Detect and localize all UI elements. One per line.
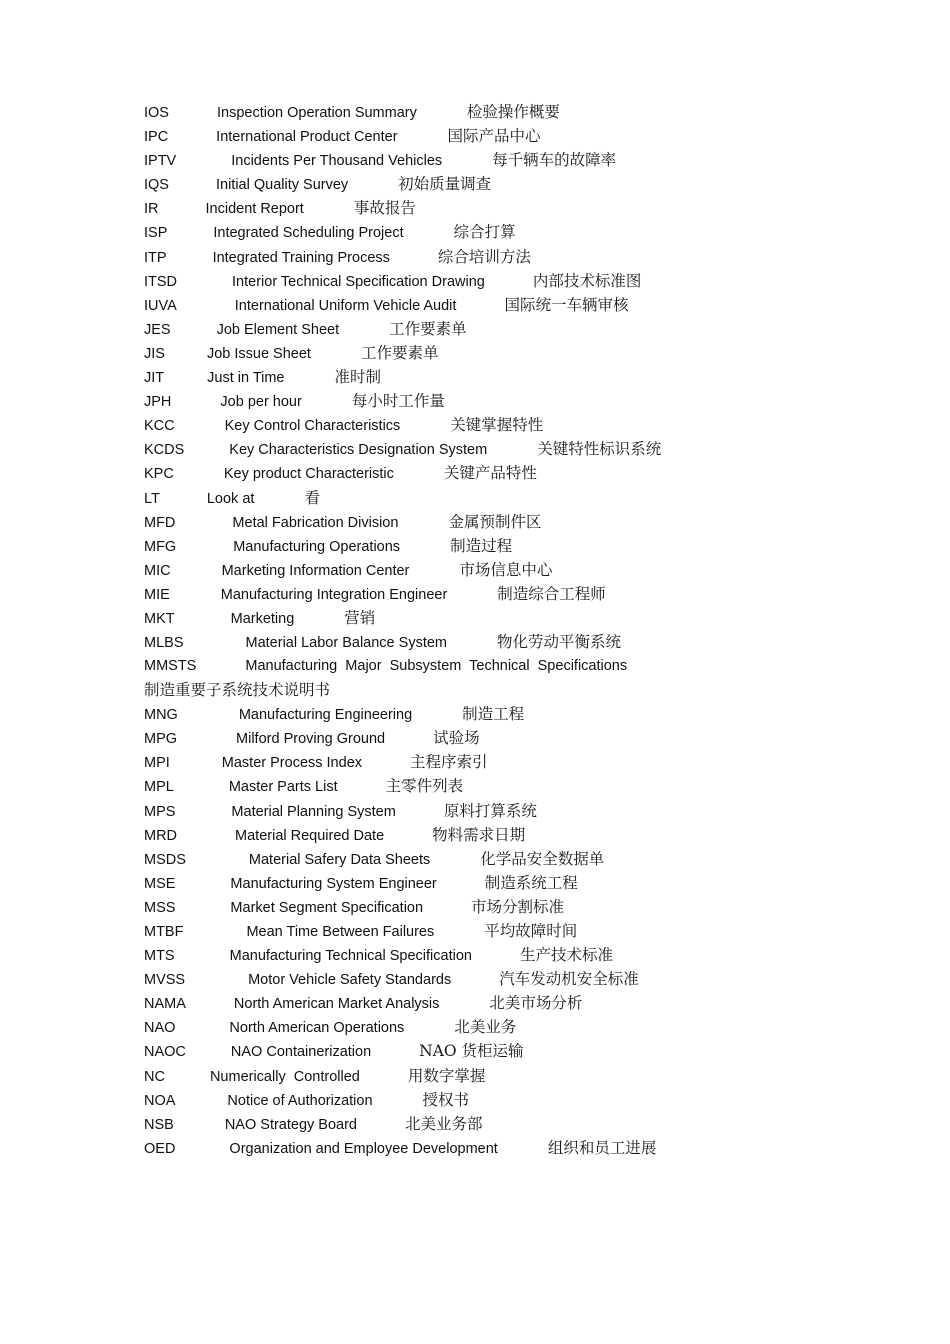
chinese-translation: 物化劳动平衡系统 [497,633,622,652]
glossary-entry [144,824,824,848]
chinese-translation: 金属预制件区 [448,512,542,531]
glossary-entry [144,511,824,535]
chinese-translation: 准时制 [334,368,382,387]
english-term: Incident Report [205,201,304,218]
chinese-translation: NAO 货柜运输 [419,1042,524,1061]
abbreviation: MTBF [144,924,184,940]
chinese-translation: 初始质量调查 [398,175,492,194]
chinese-translation: 试验场 [433,729,480,748]
chinese-translation: 综合打算 [453,223,516,242]
english-term: Manufacturing Operations [233,538,401,555]
chinese-translation: 主程序索引 [410,753,488,772]
chinese-translation: 原料打算系统 [443,801,537,820]
abbreviation: KCDS [144,442,185,459]
chinese-translation: 关键产品特性 [443,464,537,483]
abbreviation: MSS [144,899,176,916]
english-term: Job per hour [220,394,302,411]
chinese-translation: 生产技术标准 [519,946,613,965]
chinese-translation: 汽车发动机安全标准 [499,970,639,989]
english-term: Inspection Operation Summary [216,105,417,121]
abbreviation: MPG [144,731,178,748]
chinese-translation: 组织和员工进展 [547,1138,657,1157]
english-term: International Product Center [216,129,398,146]
abbreviation: MNG [144,707,178,724]
english-term: Interior Technical Specification Drawing [232,273,485,290]
english-term: Metal Fabrication Division [232,514,399,531]
glossary-entry [144,944,824,968]
abbreviation: NC [144,1068,165,1085]
chinese-translation: 北美市场分析 [489,994,583,1013]
abbreviation: MPL [144,779,174,796]
abbreviation: MIC [144,562,171,579]
chinese-translation: 主零件列表 [385,777,464,796]
abbreviation: NOA [144,1092,176,1109]
english-term: Motor Vehicle Safety Standards [248,972,452,989]
glossary-entry [144,390,824,414]
glossary-entry [144,246,824,270]
glossary-entry [144,992,824,1016]
glossary-entry [144,342,824,366]
glossary-entry [144,221,824,245]
english-term: Marketing Information Center [221,562,410,579]
abbreviation: MVSS [144,972,186,989]
glossary-entry [144,583,824,607]
english-term: Material Labor Balance System [245,635,447,652]
abbreviation: MPI [144,755,170,772]
english-term: Material Required Date [235,827,385,844]
chinese-translation: 营销 [344,608,376,627]
abbreviation: LT [144,490,160,507]
english-term: International Uniform Vehicle Audit [234,297,457,314]
english-term: Incidents Per Thousand Vehicles [231,153,443,170]
chinese-translation: 市场信息中心 [459,560,553,579]
abbreviation: IUVA [144,297,177,314]
abbreviation: ITP [144,249,167,266]
glossary-entry [144,149,824,173]
chinese-translation: 制造综合工程师 [497,584,606,603]
english-term: Job Element Sheet [216,321,340,338]
abbreviation: JES [144,321,171,338]
chinese-translation: 关键掌握特性 [450,416,544,435]
english-term: Job Issue Sheet [206,345,311,362]
abbreviation: IPTV [144,153,177,170]
english-term: North American Operations [229,1020,405,1037]
abbreviation: IR [144,201,159,218]
chinese-translation: 事故报告 [353,199,416,218]
english-term: North American Market Analysis [233,996,440,1013]
english-term: Milford Proving Ground [236,731,386,748]
chinese-translation: 国际产品中心 [447,127,541,146]
chinese-translation: 北美业务部 [405,1114,483,1133]
chinese-translation: 看 [304,488,320,507]
glossary-entry [144,487,824,511]
english-term: Manufacturing Integration Engineer [220,586,448,603]
abbreviation: MSE [144,875,176,892]
english-term: Marketing [230,610,295,627]
chinese-translation: 每小时工作量 [351,392,445,411]
english-term: NAO Containerization [230,1044,372,1061]
english-term: Master Process Index [221,755,363,772]
glossary-entry [144,727,824,751]
glossary-entry [144,607,824,631]
english-term: Market Segment Specification [230,899,424,916]
chinese-translation: 内部技术标准图 [532,271,642,290]
abbreviation: NAOC [144,1044,186,1061]
abbreviation: IPC [144,129,169,146]
chinese-translation: 制造重要子系统技术说明书 [144,681,331,700]
chinese-translation: 综合培训方法 [437,247,531,266]
glossary-entry [144,848,824,872]
glossary-entry [144,775,824,799]
chinese-translation: 市场分割标准 [471,897,565,916]
glossary-entry [144,631,824,655]
abbreviation: MKT [144,610,175,627]
abbreviation: MPS [144,803,176,820]
abbreviation: ISP [144,225,168,242]
glossary-entry [144,366,824,390]
glossary-entry [144,318,824,342]
english-term: Organization and Employee Development [229,1140,498,1157]
glossary-entry [144,294,824,318]
english-term: Numerically Controlled [209,1068,360,1085]
abbreviation: KPC [144,466,174,483]
english-term: Manufacturing Major Subsystem Technical Specifications [245,658,628,675]
glossary-entry [144,559,824,583]
glossary-entry [144,751,824,775]
glossary-entry [144,920,824,944]
glossary-entry [144,1113,824,1137]
abbreviation: IQS [144,177,169,194]
abbreviation: MRD [144,827,178,844]
glossary-entry [144,101,824,125]
abbreviation: NSB [144,1116,174,1133]
english-term: NAO Strategy Board [224,1116,357,1133]
english-term: Manufacturing Engineering [238,707,413,724]
english-term: Integrated Scheduling Project [213,225,404,242]
chinese-translation: 北美业务 [454,1018,517,1037]
english-term: Manufacturing Technical Specification [229,948,472,965]
chinese-translation: 物料需求日期 [432,825,526,844]
english-term: Just in Time [207,370,285,387]
english-term: Master Parts List [228,779,338,796]
abbreviation: MTS [144,948,175,965]
english-term: Mean Time Between Failures [246,924,435,940]
glossary-entry [144,896,824,920]
abbreviation: MFG [144,538,177,555]
chinese-translation: 授权书 [422,1090,470,1109]
glossary-entry [144,1137,824,1161]
abbreviation-glossary [144,101,824,1161]
english-term: Material Safery Data Sheets [248,851,431,868]
abbreviation: MSDS [144,851,186,868]
chinese-translation: 工作要素单 [389,319,467,338]
chinese-translation: 工作要素单 [360,343,439,362]
glossary-entry [144,1040,824,1064]
glossary-entry [144,438,824,462]
english-term: Key Characteristics Designation System [229,442,488,459]
english-term: Look at [206,490,255,507]
chinese-translation: 制造系统工程 [484,873,578,892]
abbreviation: JIS [144,345,165,362]
glossary-entry [144,462,824,486]
chinese-translation: 制造工程 [462,705,525,724]
glossary-entry [144,800,824,824]
glossary-entry [144,703,824,727]
english-term: Material Planning System [231,803,396,820]
chinese-translation: 检验操作概要 [466,103,560,121]
english-term: Integrated Training Process [212,249,390,266]
abbreviation: KCC [144,418,175,435]
glossary-entry [144,125,824,149]
glossary-entry [144,270,824,294]
english-term: Initial Quality Survey [215,177,349,194]
glossary-entry [144,414,824,438]
glossary-entry [144,1089,824,1113]
chinese-translation: 关键特性标识系统 [537,440,662,459]
english-term: Key Control Characteristics [224,418,401,435]
chinese-translation: 制造过程 [450,536,513,555]
glossary-entry [144,1065,824,1089]
abbreviation: JPH [144,394,172,411]
glossary-entry [144,655,824,703]
chinese-translation: 每千辆车的故障率 [492,151,617,170]
glossary-entry [144,872,824,896]
glossary-entry [144,535,824,559]
english-term: Key product Characteristic [223,466,394,483]
english-term: Manufacturing System Engineer [230,875,437,892]
chinese-translation: 国际统一车辆审核 [504,295,629,314]
chinese-translation: 用数字掌握 [407,1066,486,1085]
english-term: Notice of Authorization [227,1092,373,1109]
abbreviation: JIT [144,370,165,387]
abbreviation: MMSTS [144,658,197,675]
abbreviation: MFD [144,514,176,531]
glossary-entry [144,1016,824,1040]
abbreviation: ITSD [144,273,178,290]
glossary-entry [144,968,824,992]
abbreviation: MLBS [144,635,184,652]
abbreviation: IOS [144,105,169,121]
chinese-translation: 化学品安全数据单 [480,849,605,868]
chinese-translation: 平均故障时间 [484,922,578,940]
abbreviation: MIE [144,586,170,603]
abbreviation: NAMA [144,996,186,1013]
glossary-entry [144,197,824,221]
abbreviation: OED [144,1140,176,1157]
abbreviation: NAO [144,1020,176,1037]
glossary-entry [144,173,824,197]
